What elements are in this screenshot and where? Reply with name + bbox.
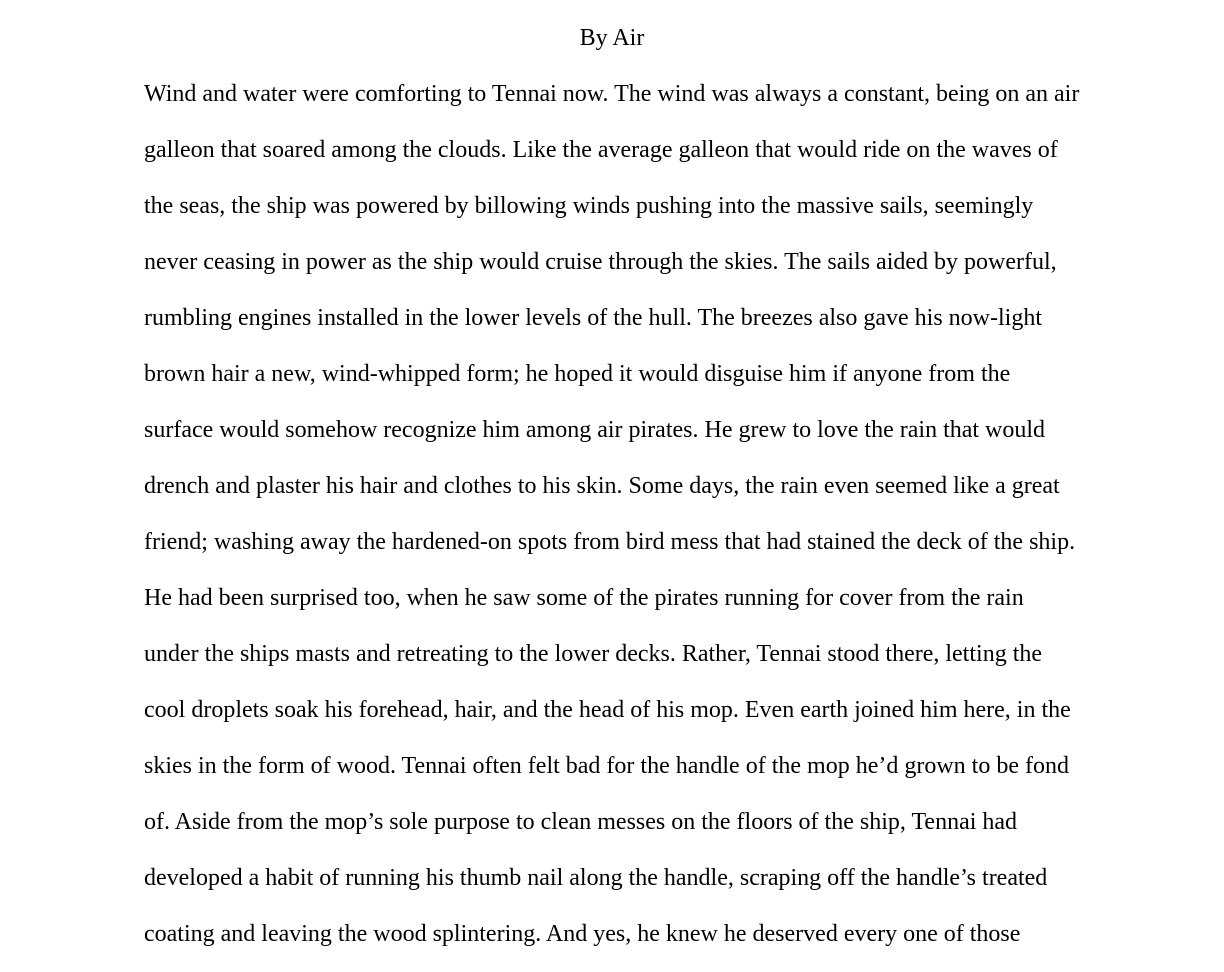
body-line: brown hair a new, wind-whipped form; he hoped it would disguise him if anyone from the	[144, 361, 1011, 387]
document-title: By Air	[579, 25, 645, 51]
body-line: skies in the form of wood. Tennai often felt bad for the handle of the mop he’d grown to be fond	[144, 753, 1069, 779]
body-line: Wind and water were comforting to Tennai now. The wind was always a constant, being on an air	[144, 81, 1080, 107]
body-line: under the ships masts and retreating to the lower decks. Rather, Tennai stood there, letting the	[144, 641, 1043, 667]
document-body	[144, 76, 1204, 972]
body-line: rumbling engines installed in the lower levels of the hull. The breezes also gave his now-light	[144, 305, 1043, 331]
body-line: coating and leaving the wood splintering. And yes, he knew he deserved every one of those	[144, 921, 1021, 947]
body-line: developed a habit of running his thumb nail along the handle, scraping off the handle’s treated	[144, 865, 1048, 891]
body-line: cool droplets soak his forehead, hair, and the head of his mop. Even earth joined him here, in the	[144, 697, 1071, 723]
body-line: never ceasing in power as the ship would cruise through the skies. The sails aided by powerful,	[144, 249, 1057, 275]
body-line: He had been surprised too, when he saw some of the pirates running for cover from the rain	[144, 585, 1024, 611]
body-line: of. Aside from the mop’s sole purpose to clean messes on the floors of the ship, Tennai had	[144, 809, 1018, 835]
body-line: surface would somehow recognize him among air pirates. He grew to love the rain that would	[144, 417, 1046, 443]
body-line: friend; washing away the hardened-on spots from bird mess that had stained the deck of the ship.	[144, 529, 1076, 555]
body-line: the seas, the ship was powered by billowing winds pushing into the massive sails, seemingly	[144, 193, 1034, 219]
body-line: galleon that soared among the clouds. Like the average galleon that would ride on the waves of	[144, 137, 1058, 163]
body-line: drench and plaster his hair and clothes to his skin. Some days, the rain even seemed like a great	[144, 473, 1060, 499]
